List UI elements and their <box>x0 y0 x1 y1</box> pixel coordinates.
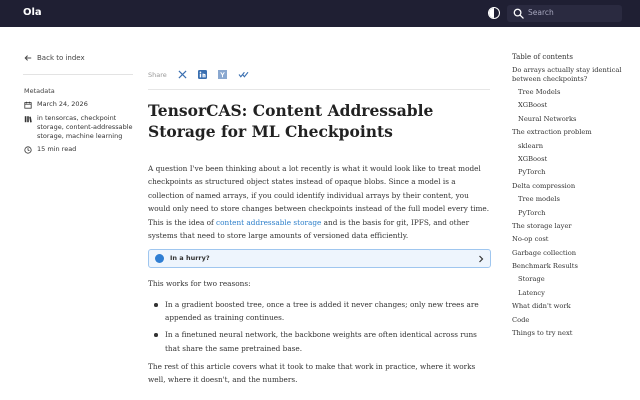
tags-list[interactable]: in tensorcas, checkpoint storage, content-addressable storage, machine learning <box>37 114 133 140</box>
toc-item[interactable]: Neural Networks <box>518 114 577 123</box>
rest-paragraph: The rest of this article covers what it took to make that work in practice, where it works well, where it doesn't, and the numbers. <box>148 362 476 385</box>
reasons-list <box>160 298 490 359</box>
search-icon <box>513 8 524 19</box>
share-row <box>148 70 249 79</box>
arrow-left-icon <box>24 54 32 62</box>
callout-label: In a hurry? <box>170 254 210 262</box>
article-title: TensorCAS: Content Addressable Storage for ML Checkpoints <box>148 101 434 141</box>
back-label: Back to index <box>37 54 85 62</box>
top-bar <box>0 0 640 27</box>
search-input[interactable] <box>507 5 622 22</box>
toc-item[interactable]: PyTorch <box>518 208 546 217</box>
toc-item[interactable]: PyTorch <box>518 168 546 177</box>
site-brand[interactable]: Ola <box>23 7 42 18</box>
publish-date: March 24, 2026 <box>37 100 88 108</box>
toc-item[interactable]: XGBoost <box>518 101 548 110</box>
calendar-icon <box>24 101 32 109</box>
intro-paragraph <box>148 162 493 242</box>
table-of-contents <box>512 66 624 342</box>
toc-item[interactable]: Code <box>512 315 530 324</box>
half-circle-icon[interactable] <box>488 7 500 19</box>
metadata-heading: Metadata <box>24 87 55 95</box>
toc-item[interactable]: What didn't work <box>512 302 571 311</box>
toc-item[interactable]: The storage layer <box>512 221 572 230</box>
toc-item[interactable]: Delta compression <box>512 181 576 190</box>
list-item: In a finetuned neural network, the backbone weights are often identical across runs that share the same pretrained base. <box>160 328 490 355</box>
ycombinator-icon[interactable] <box>218 70 227 79</box>
share-label: Share <box>148 70 167 79</box>
back-to-index-link[interactable] <box>24 54 85 62</box>
read-time: 15 min read <box>37 145 77 153</box>
intro-text: A question I've been thinking about a lot recently is what it would look like to treat model checkpoints as structured object states instead of opaque blobs. Since a model is a collection of named arrays, if you could identify individual arrays by their content, you would only need to store changes between checkpoints instead of the full model every time. This is the idea of <box>148 164 490 227</box>
intro-text-tail: and is the basis for git, IPFS, and other systems that need to store large amounts of versioned data efficiently. <box>148 217 470 241</box>
books-icon <box>24 115 32 123</box>
bluesky-icon[interactable] <box>238 70 249 79</box>
toc-item[interactable]: No-op cost <box>512 235 549 244</box>
divider <box>148 89 490 90</box>
works-for-paragraph: This works for two reasons: <box>148 279 251 288</box>
toc-item[interactable]: sklearn <box>518 141 544 150</box>
divider <box>23 74 133 75</box>
search-placeholder: Search <box>528 8 554 17</box>
info-icon <box>155 254 164 263</box>
list-item: In a gradient boosted tree, once a tree is added it never changes; only new trees are appended as training continues. <box>160 298 490 325</box>
linkedin-icon[interactable] <box>198 70 207 79</box>
toc-item[interactable]: Things to try next <box>512 329 573 338</box>
toc-item[interactable]: XGBoost <box>518 154 548 163</box>
content-addressable-storage-link[interactable]: content addressable storage <box>216 217 322 227</box>
meta-tags <box>24 114 133 141</box>
clock-icon <box>24 146 32 154</box>
x-icon[interactable] <box>178 70 187 79</box>
meta-read-time <box>24 145 133 154</box>
chevron-right-icon <box>478 255 484 263</box>
toc-item[interactable]: Do arrays actually stay identical between checkpoints? <box>512 66 622 83</box>
toc-item[interactable]: The extraction problem <box>512 128 592 137</box>
toc-item[interactable]: Storage <box>518 275 545 284</box>
toc-item[interactable]: Tree models <box>518 195 560 204</box>
meta-date <box>24 100 133 109</box>
toc-title: Table of contents <box>512 53 573 61</box>
in-a-hurry-callout[interactable] <box>148 249 491 268</box>
toc-item[interactable]: Garbage collection <box>512 248 577 257</box>
toc-item[interactable]: Latency <box>518 288 545 297</box>
toc-item[interactable]: Benchmark Results <box>512 262 578 271</box>
toc-item[interactable]: Tree Models <box>518 87 561 96</box>
